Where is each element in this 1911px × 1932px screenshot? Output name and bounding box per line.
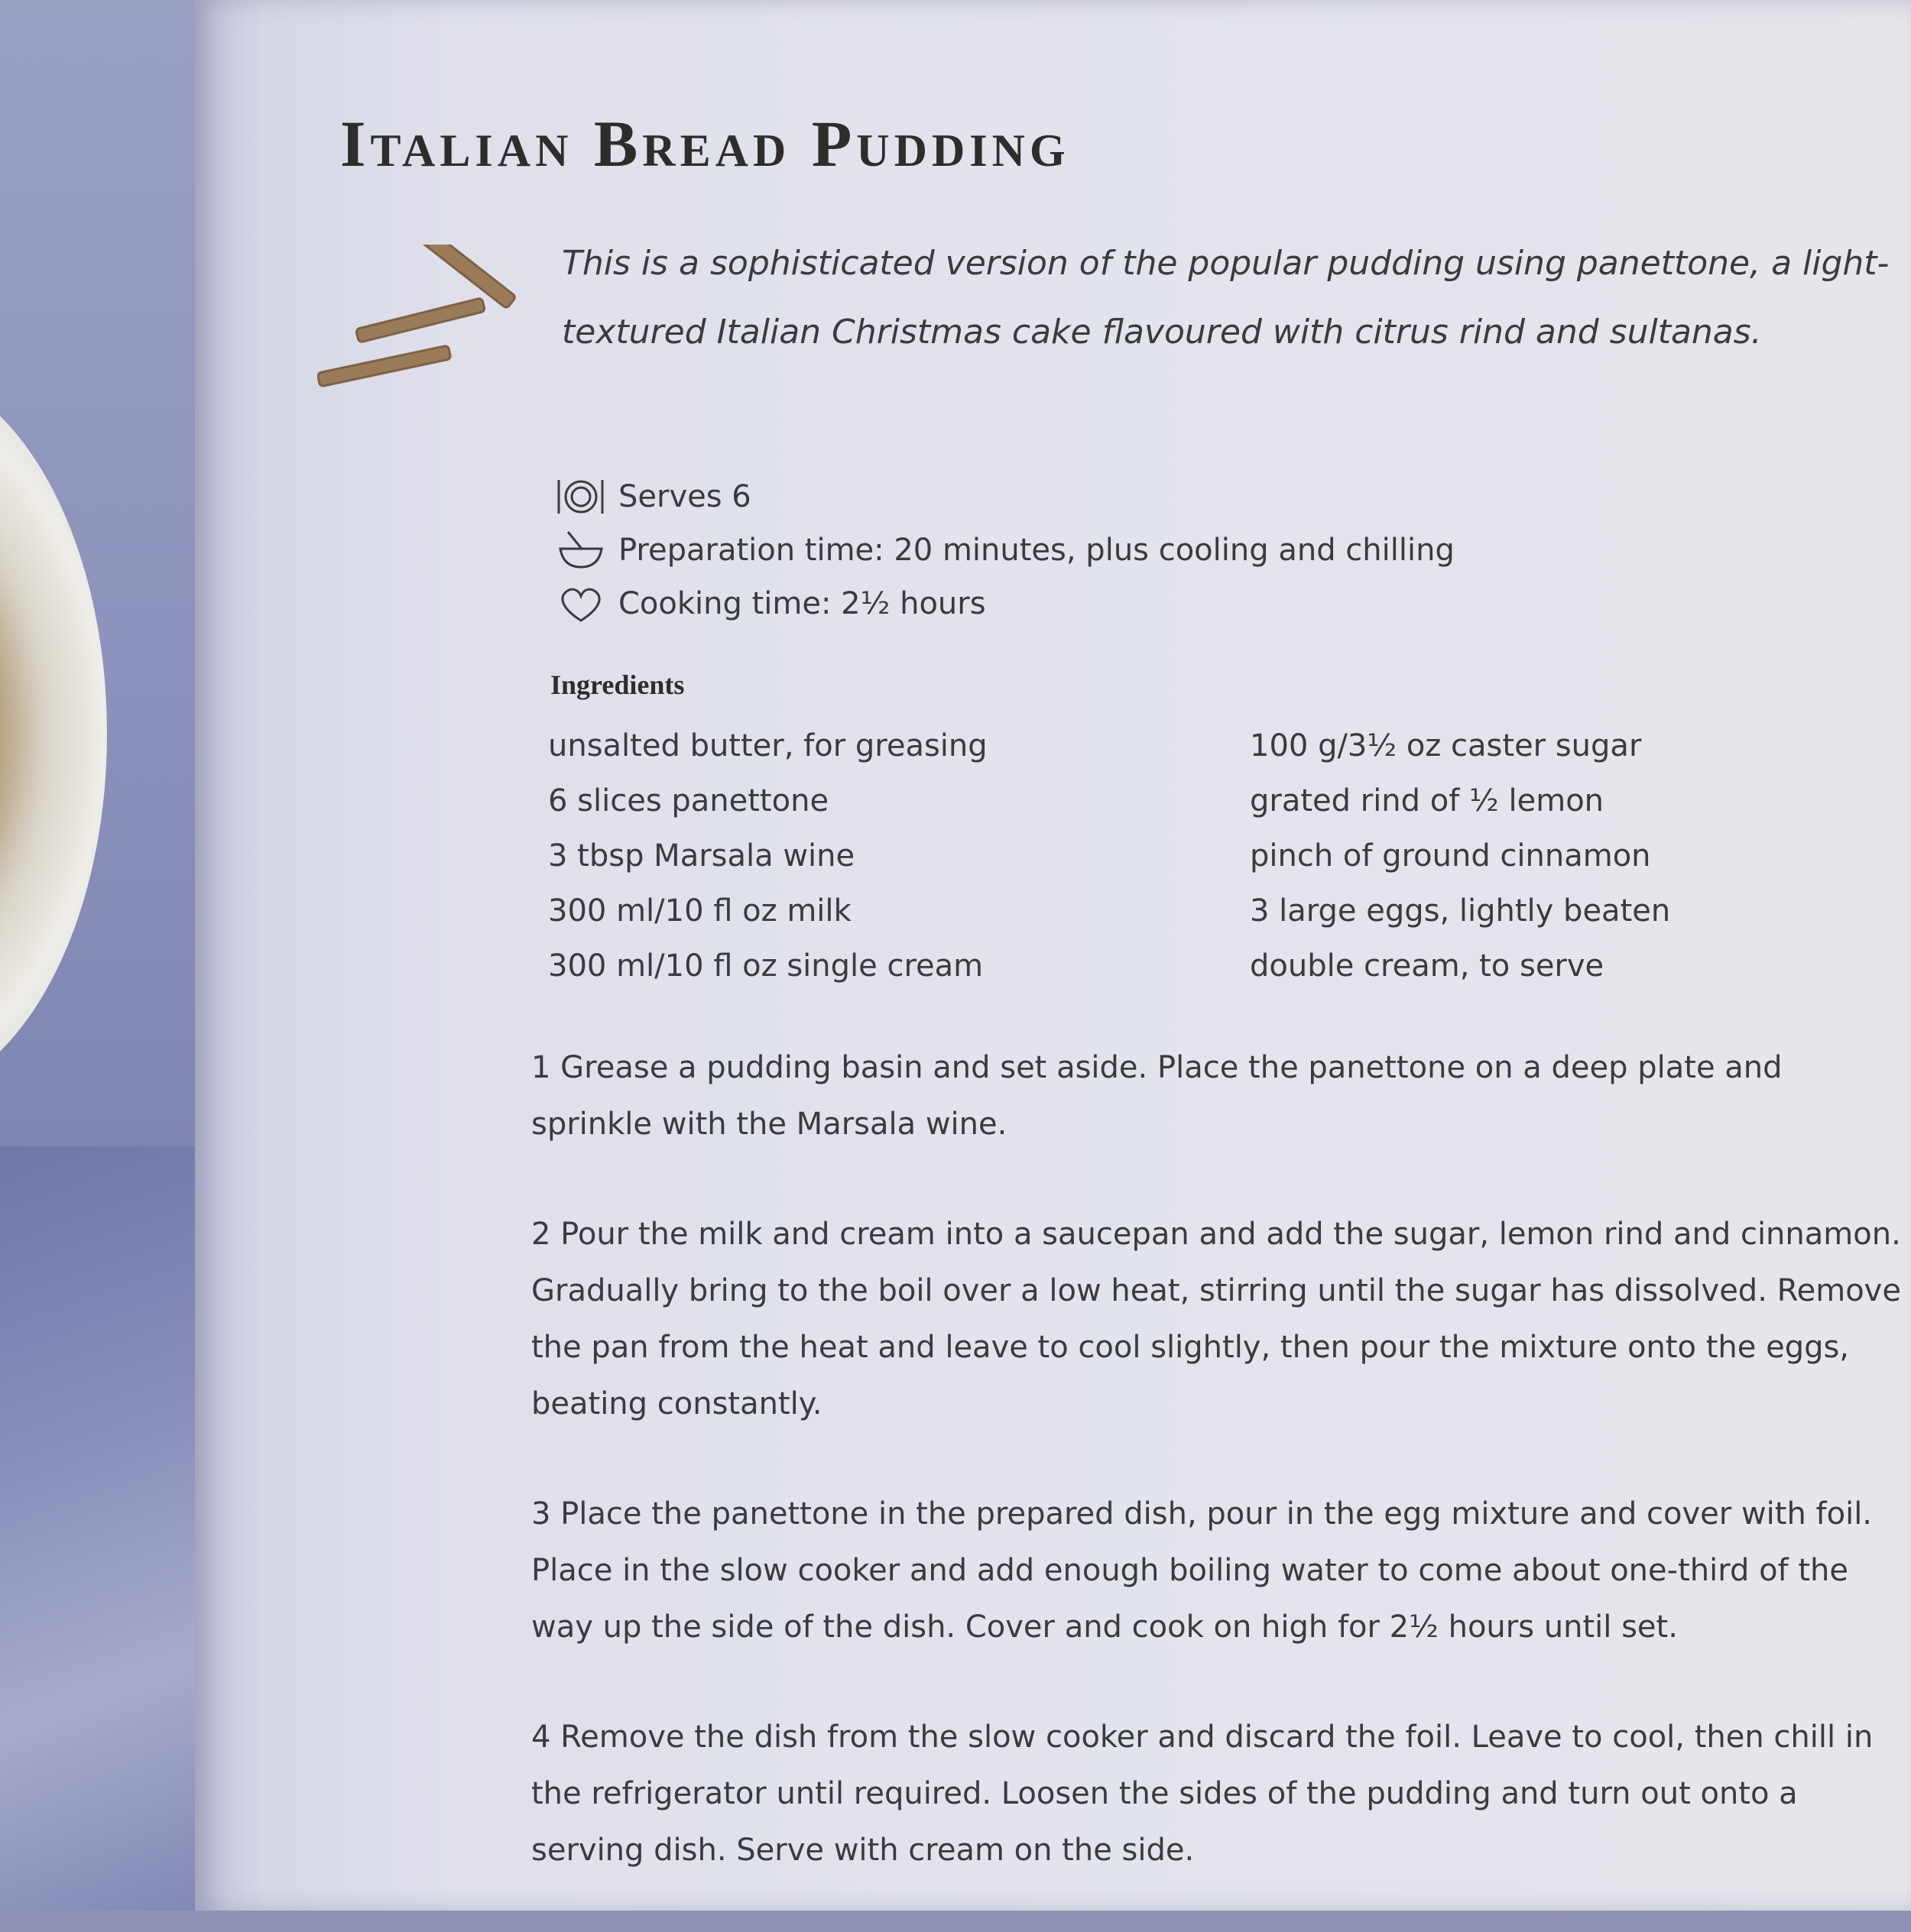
ingredients-heading: Ingredients bbox=[550, 669, 685, 700]
ingredient-item: pinch of ground cinnamon bbox=[1250, 838, 1651, 874]
cook-time-text: Cooking time: 2½ hours bbox=[618, 586, 986, 621]
recipe-page bbox=[195, 0, 1911, 1911]
recipe-intro: This is a sophisticated version of the popular pudding using panettone, a light-textured Italian Christmas cake flavoured with citrus rind and sultanas. bbox=[562, 244, 1890, 352]
method-step: 4 Remove the dish from the slow cooker and discard the foil. Leave to cool, then chill in the refrigerator until required. Loosen the sides of the pudding and turn out onto a serving dish. Serve with cream on the side. bbox=[531, 1720, 1874, 1868]
recipe-title: Italian Bread Pudding bbox=[340, 107, 1070, 180]
cloth-image bbox=[0, 1146, 195, 1911]
ingredient-item: 100 g/3½ oz caster sugar bbox=[1250, 728, 1642, 763]
ingredient-item: 6 slices panettone bbox=[548, 783, 829, 819]
ingredients-left bbox=[548, 718, 988, 994]
mortar-pestle-icon bbox=[554, 529, 608, 572]
recipe-meta bbox=[554, 470, 1455, 630]
side-photo bbox=[0, 0, 195, 1911]
serves-row bbox=[554, 470, 1455, 524]
ingredient-item: 3 large eggs, lightly beaten bbox=[1250, 893, 1671, 929]
ingredient-item: unsalted butter, for greasing bbox=[548, 728, 988, 763]
ingredients-right bbox=[1250, 718, 1670, 994]
ingredient-item: double cream, to serve bbox=[1250, 948, 1604, 984]
method-step: 3 Place the panettone in the prepared dish, pour in the egg mixture and cover with foil. Place in the slow cooker and add enough boiling water to come about one-third of the way up the side of the dish. Cover and cook on high for 2½ hours until set. bbox=[531, 1496, 1873, 1645]
bowl-image bbox=[0, 367, 107, 1101]
method-step: 1 Grease a pudding basin and set aside. Place the panettone on a deep plate and sprinkle with the Marsala wine. bbox=[531, 1050, 1783, 1142]
method-steps bbox=[531, 1039, 1907, 1932]
ingredient-item: 300 ml/10 fl oz single cream bbox=[548, 948, 984, 984]
ingredient-item: 300 ml/10 fl oz milk bbox=[548, 893, 852, 929]
plate-fork-knife-icon bbox=[554, 475, 608, 518]
ingredient-item: grated rind of ½ lemon bbox=[1250, 783, 1604, 819]
prep-time-text: Preparation time: 20 minutes, plus cooling and chilling bbox=[618, 533, 1455, 568]
method-step: 2 Pour the milk and cream into a saucepan and add the sugar, lemon rind and cinnamon. Gradually bring to the boil over a low heat, stirring until the sugar has dissolved. Remove the pan from the heat and leave to cool slightly, then pour the mixture onto the eggs, beating constantly. bbox=[531, 1217, 1901, 1421]
cinnamon-sticks-icon bbox=[317, 245, 539, 397]
prep-row bbox=[554, 524, 1455, 577]
cook-row bbox=[554, 577, 1455, 630]
heart-pot-icon bbox=[554, 582, 608, 625]
ingredient-item: 3 tbsp Marsala wine bbox=[548, 838, 855, 874]
serves-text: Serves 6 bbox=[618, 479, 751, 514]
